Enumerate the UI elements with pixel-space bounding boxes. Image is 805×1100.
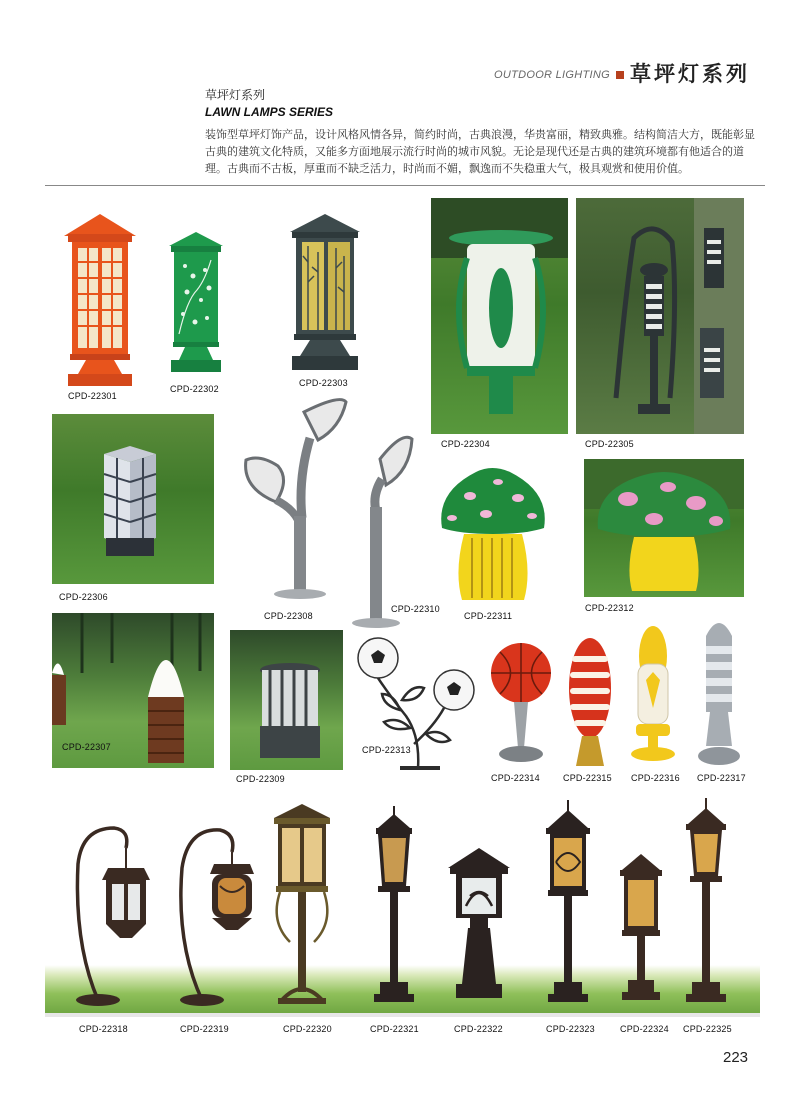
product-code-22325: CPD-22325 <box>683 1024 732 1034</box>
lamp-image-22302 <box>165 230 227 378</box>
product-code-22316: CPD-22316 <box>631 773 680 783</box>
photo-22305 <box>576 198 744 434</box>
header-divider <box>45 185 765 186</box>
product-code-22309: CPD-22309 <box>236 774 285 784</box>
lamp-image-22314 <box>488 640 554 768</box>
product-code-22312: CPD-22312 <box>585 603 634 613</box>
product-code-22306: CPD-22306 <box>59 592 108 602</box>
product-code-22315: CPD-22315 <box>563 773 612 783</box>
lamp-image-22310 <box>350 435 418 631</box>
header-accent-square <box>616 71 624 79</box>
product-code-22310: CPD-22310 <box>391 604 440 614</box>
product-code-22301: CPD-22301 <box>68 391 117 401</box>
lamp-image-22323 <box>540 800 596 1006</box>
lamp-image-22319 <box>170 824 260 1008</box>
lamp-image-22325 <box>682 798 730 1006</box>
product-code-22308: CPD-22308 <box>264 611 313 621</box>
photo-22306 <box>52 414 214 584</box>
lamp-image-22318 <box>66 824 154 1008</box>
lamp-image-22315 <box>566 638 614 768</box>
product-code-22322: CPD-22322 <box>454 1024 503 1034</box>
product-code-22319: CPD-22319 <box>180 1024 229 1034</box>
product-code-22323: CPD-22323 <box>546 1024 595 1034</box>
lamp-image-22301 <box>60 212 140 388</box>
header-section-cn: 草坪灯系列 <box>630 61 750 86</box>
section-description: 装饰型草坪灯饰产品，设计风格风情各异，简约时尚，古典浪漫，华贵富丽，精致典雅。结构简洁大方，既能彰显古典的建筑文化特质，又能多方面地展示流行时尚的城市风貌。无论是现代还是古典的建筑环境都有他适合的道理。古典而不古板，厚重而不缺乏活力，时尚而不媚，飘逸而不失稳重大气，极具观赏和使用价值。 <box>205 129 755 175</box>
lamp-image-22324 <box>614 848 668 1006</box>
product-code-22303: CPD-22303 <box>299 378 348 388</box>
lamp-image-22303 <box>288 212 362 374</box>
section-title-en: LAWN LAMPS SERIES <box>205 105 334 119</box>
page-number: 223 <box>723 1049 749 1066</box>
photo-22304 <box>431 198 568 434</box>
product-code-22318: CPD-22318 <box>79 1024 128 1034</box>
section-title-cn: 草坪灯系列 <box>205 88 266 102</box>
product-code-22317: CPD-22317 <box>697 773 746 783</box>
product-code-22324: CPD-22324 <box>620 1024 669 1034</box>
page-header <box>494 58 750 88</box>
lamp-image-22322 <box>444 844 514 1006</box>
product-code-22307: CPD-22307 <box>62 742 111 752</box>
product-code-22305: CPD-22305 <box>585 439 634 449</box>
header-section-en: OUTDOOR LIGHTING <box>493 69 610 81</box>
product-code-22311: CPD-22311 <box>464 611 513 621</box>
product-code-22304: CPD-22304 <box>441 439 490 449</box>
photo-22309 <box>230 630 343 770</box>
product-code-22321: CPD-22321 <box>370 1024 419 1034</box>
product-code-22302: CPD-22302 <box>170 384 219 394</box>
product-code-22314: CPD-22314 <box>491 773 540 783</box>
lamp-image-22317 <box>696 616 742 768</box>
lamp-image-22320 <box>268 802 336 1006</box>
product-code-22313: CPD-22313 <box>362 745 411 755</box>
lamp-image-22316 <box>628 624 678 764</box>
lamp-image-22321 <box>368 806 420 1006</box>
lamp-image-22311 <box>436 462 550 604</box>
photo-22312 <box>584 459 744 597</box>
product-code-22320: CPD-22320 <box>283 1024 332 1034</box>
lamp-image-22308 <box>240 398 350 604</box>
